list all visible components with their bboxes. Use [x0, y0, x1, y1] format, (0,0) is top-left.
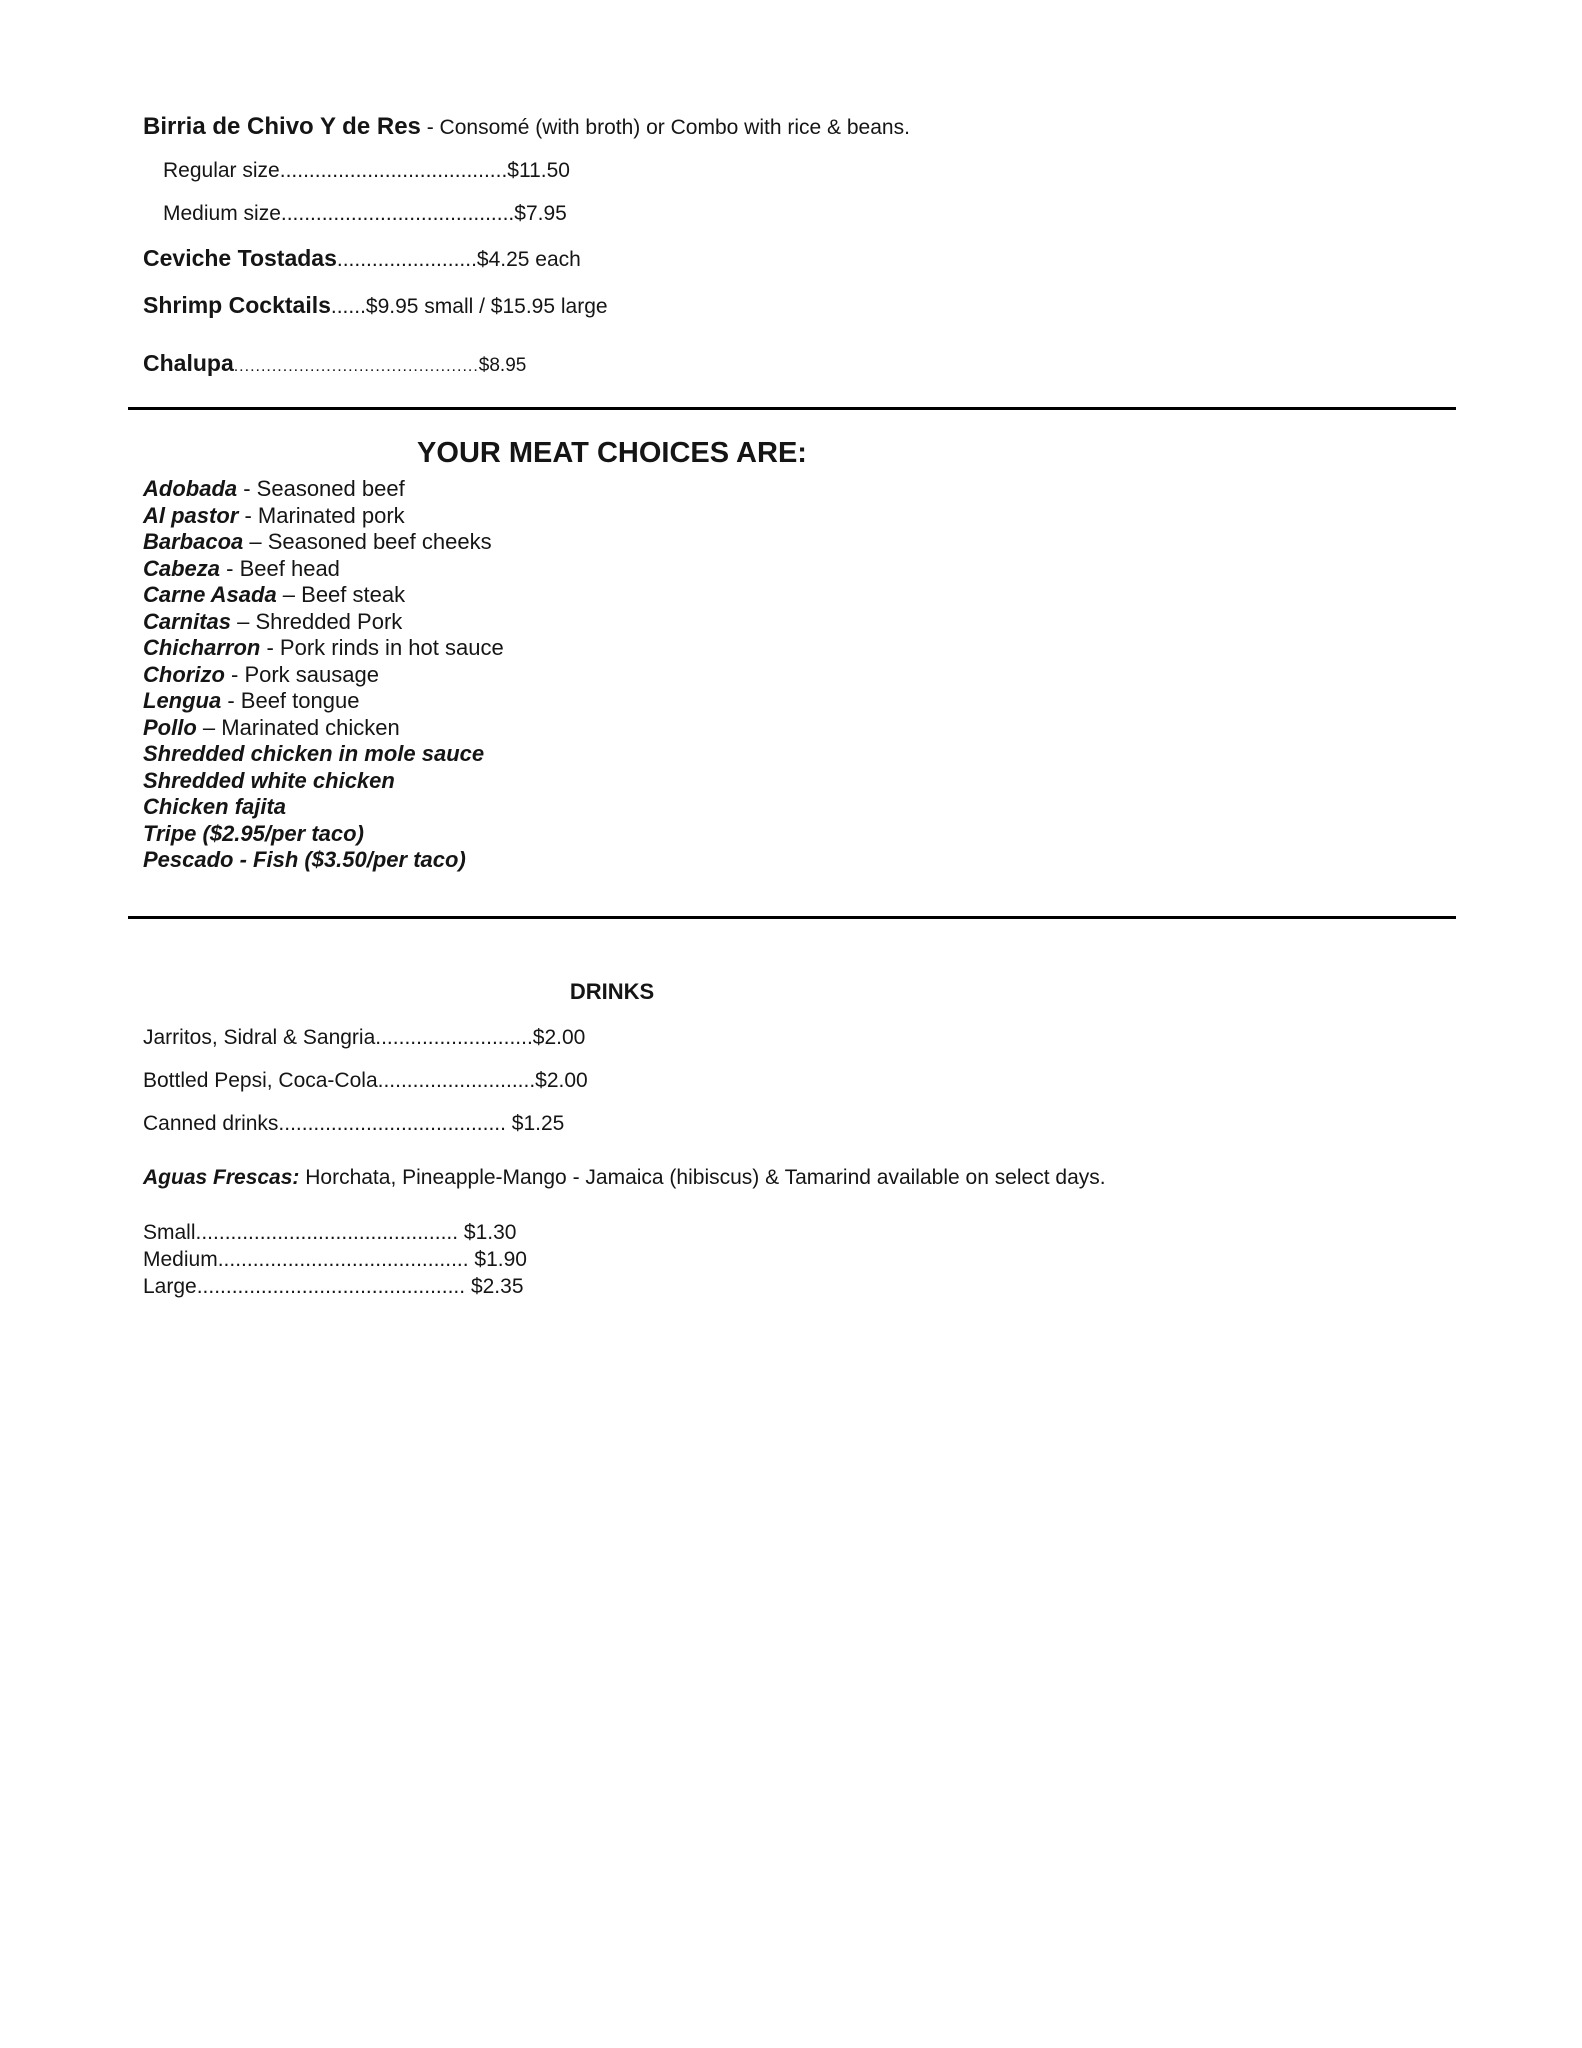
- meat-item: [143, 715, 1081, 742]
- item-price: $1.90: [468, 1247, 527, 1271]
- item-price: $2.00: [535, 1068, 588, 1092]
- drink-line: [143, 1025, 1081, 1051]
- meat-item: [143, 768, 1081, 795]
- item-price: $11.50: [507, 159, 570, 182]
- meat-desc: - Beef head: [220, 555, 340, 581]
- meat-desc: - Beef tongue: [221, 688, 360, 713]
- item-price: $4.25 each: [476, 248, 581, 271]
- meat-desc: - Pork sausage: [224, 661, 379, 687]
- size-line: [143, 1246, 1081, 1273]
- item-price: $2.00: [532, 1025, 586, 1049]
- item-price: $7.95: [514, 202, 567, 225]
- item-label: Medium: [143, 1247, 218, 1271]
- birria-desc: - Consomé (with broth) or Combo with rice & beans.: [420, 116, 910, 139]
- meat-item: [143, 503, 1081, 530]
- birria-size-line: [143, 201, 1081, 227]
- item-label: Medium size: [163, 202, 281, 225]
- item-label: Jarritos, Sidral & Sangria: [143, 1025, 376, 1049]
- meat-item: [143, 556, 1081, 583]
- meat-desc: – Beef steak: [276, 582, 406, 607]
- chalupa-line: [143, 349, 1081, 381]
- drinks-heading: DRINKS: [569, 978, 655, 1004]
- meat-name: Shredded white chicken: [143, 767, 395, 793]
- birria-name: Birria de Chivo Y de Res: [143, 113, 421, 140]
- item-label: Large: [143, 1274, 197, 1298]
- item-label: Canned drinks: [143, 1111, 279, 1135]
- leader-dots: ..............................................: [196, 1274, 466, 1298]
- size-line: [143, 1273, 1081, 1300]
- leader-dots: ...........................: [375, 1025, 533, 1049]
- shrimp-line: [143, 291, 1081, 321]
- section-divider: [128, 407, 1456, 410]
- item-price: $8.95: [478, 355, 527, 376]
- item-name: Shrimp Cocktails: [143, 292, 331, 318]
- meat-item: [143, 794, 1081, 821]
- leader-dots: ...........................: [377, 1068, 536, 1092]
- item-price: $1.30: [458, 1220, 517, 1244]
- menu-column: [143, 112, 1106, 1300]
- meat-item: [143, 662, 1081, 689]
- meat-name: Shredded chicken in mole sauce: [143, 741, 485, 766]
- item-label: Bottled Pepsi, Coca-Cola: [143, 1068, 378, 1092]
- meat-item: [143, 476, 1081, 503]
- item-label: Regular size: [163, 159, 280, 182]
- meat-name: Chicken fajita: [143, 794, 287, 819]
- meat-item: [143, 741, 1081, 768]
- aguas-text: Horchata, Pineapple-Mango - Jamaica (hibiscus) & Tamarind available on select days.: [299, 1165, 1106, 1189]
- meat-name: Chicharron: [143, 635, 261, 660]
- leader-dots: ........................................: [280, 202, 515, 225]
- meat-name: Chorizo: [143, 661, 225, 687]
- section-divider: [128, 916, 1456, 919]
- aguas-frescas-note: [143, 1165, 1106, 1191]
- item-label: Small: [143, 1220, 196, 1244]
- item-name: Chalupa: [143, 350, 234, 376]
- meat-name: Carnitas: [143, 608, 232, 634]
- meat-item: [143, 821, 1081, 848]
- meat-desc: - Seasoned beef: [237, 476, 405, 501]
- meat-item: [143, 635, 1081, 662]
- item-price: $2.35: [465, 1274, 524, 1298]
- meat-desc: - Pork rinds in hot sauce: [260, 635, 504, 660]
- birria-line: [143, 112, 1081, 143]
- item-price: $1.25: [505, 1111, 565, 1135]
- meat-desc: – Marinated chicken: [196, 714, 400, 740]
- leader-dots: .............................................: [233, 358, 479, 375]
- meat-name: Adobada: [143, 476, 238, 501]
- meat-name: Pescado - Fish ($3.50/per taco): [143, 847, 466, 872]
- meat-item: [143, 847, 1081, 874]
- meat-desc: – Shredded Pork: [231, 608, 403, 634]
- meat-name: Barbacoa: [143, 529, 244, 554]
- leader-dots: ...........................................: [217, 1247, 469, 1271]
- meat-item: [143, 688, 1081, 715]
- leader-dots: .............................................: [195, 1220, 459, 1244]
- leader-dots: ........................: [336, 248, 477, 271]
- meat-name: Carne Asada: [143, 582, 277, 607]
- size-line: [143, 1219, 1081, 1246]
- meat-name: Al pastor: [143, 502, 239, 528]
- meat-name: Cabeza: [143, 555, 221, 581]
- drink-line: [143, 1068, 1081, 1094]
- leader-dots: .......................................: [279, 159, 508, 182]
- meat-name: Pollo: [143, 714, 197, 740]
- aguas-label: Aguas Frescas:: [143, 1165, 300, 1189]
- drink-line: [143, 1111, 1081, 1137]
- ceviche-line: [143, 244, 1081, 274]
- item-price: $9.95 small / $15.95 large: [365, 295, 608, 318]
- meat-name: Lengua: [143, 688, 222, 713]
- leader-dots: .......................................: [278, 1111, 506, 1135]
- item-name: Ceviche Tostadas: [143, 245, 337, 271]
- meat-choices-heading: YOUR MEAT CHOICES ARE:: [417, 437, 807, 469]
- meat-name: Tripe ($2.95/per taco): [143, 820, 364, 846]
- meat-item: [143, 529, 1081, 556]
- birria-size-line: [143, 158, 1081, 184]
- meat-item: [143, 609, 1081, 636]
- meat-desc: - Marinated pork: [238, 502, 405, 528]
- aguas-sizes-block: [143, 1219, 1081, 1300]
- meat-desc: – Seasoned beef cheeks: [243, 529, 492, 554]
- meat-item: [143, 582, 1081, 609]
- leader-dots: ......: [330, 295, 366, 318]
